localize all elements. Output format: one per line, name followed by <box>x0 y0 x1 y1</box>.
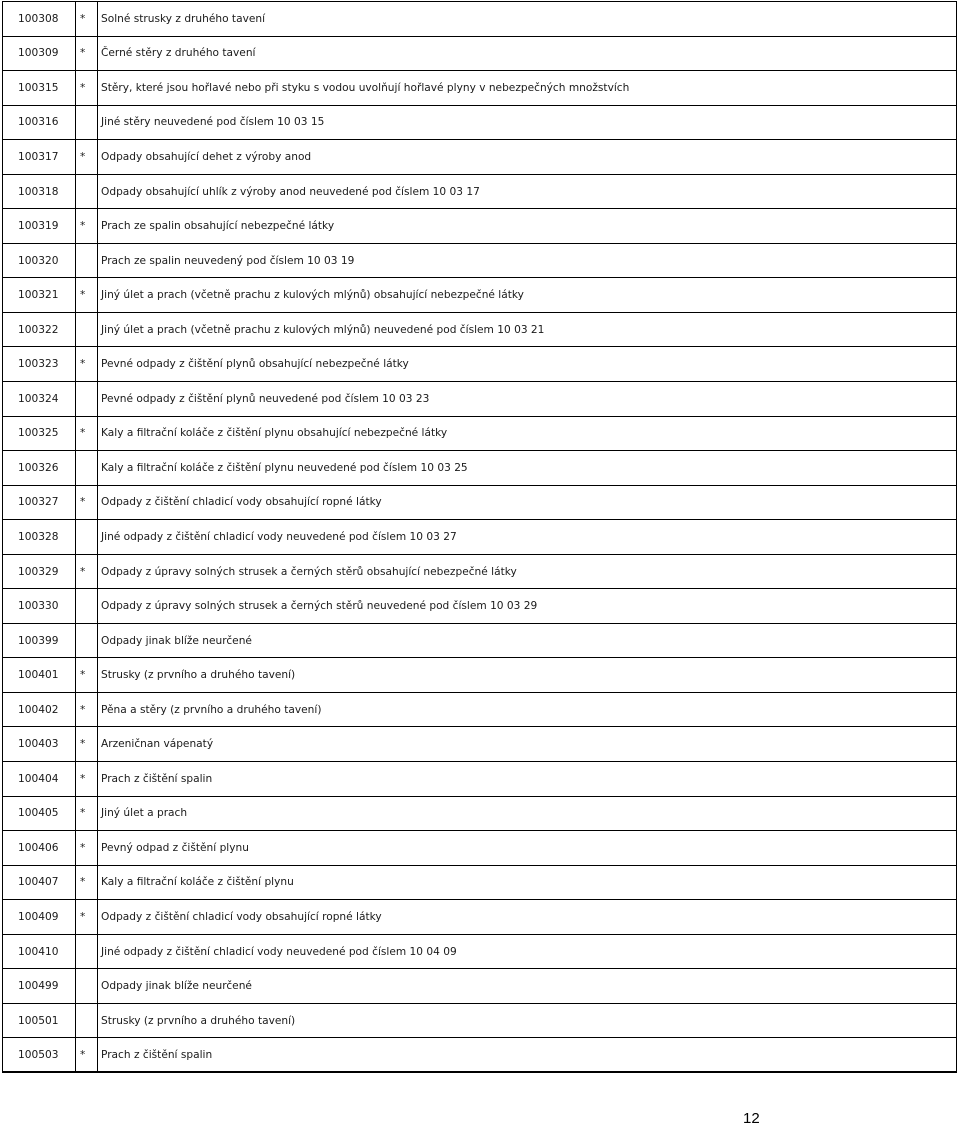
hazardous-flag-cell: * <box>76 36 98 71</box>
waste-code-cell: 100327 <box>3 485 76 520</box>
table-row <box>3 174 957 209</box>
hazardous-flag-cell: * <box>76 554 98 589</box>
table-row <box>3 71 957 106</box>
hazardous-flag-cell <box>76 520 98 555</box>
waste-description-cell: Pevný odpad z čištění plynu <box>98 831 957 866</box>
waste-description-cell: Stěry, které jsou hořlavé nebo při styku s vodou uvolňují hořlavé plyny v nebezpečných množstvích <box>98 71 957 106</box>
waste-code-cell: 100326 <box>3 451 76 486</box>
waste-code-cell: 100402 <box>3 692 76 727</box>
waste-code-cell: 100403 <box>3 727 76 762</box>
table-row <box>3 1038 957 1073</box>
table-row <box>3 727 957 762</box>
waste-description-cell: Odpady z čištění chladicí vody obsahující ropné látky <box>98 485 957 520</box>
hazardous-flag-cell <box>76 382 98 417</box>
waste-code-cell: 100406 <box>3 831 76 866</box>
hazardous-flag-cell: * <box>76 416 98 451</box>
waste-description-cell: Prach z čištění spalin <box>98 1038 957 1073</box>
waste-description-cell: Pevné odpady z čištění plynů neuvedené pod číslem 10 03 23 <box>98 382 957 417</box>
hazardous-flag-cell <box>76 451 98 486</box>
waste-description-cell: Odpady obsahující dehet z výroby anod <box>98 140 957 175</box>
hazardous-flag-cell: * <box>76 658 98 693</box>
hazardous-flag-cell: * <box>76 485 98 520</box>
table-row <box>3 2 957 37</box>
waste-code-cell: 100325 <box>3 416 76 451</box>
hazardous-flag-cell: * <box>76 762 98 797</box>
table-row <box>3 900 957 935</box>
waste-description-cell: Odpady z úpravy solných strusek a černých stěrů neuvedené pod číslem 10 03 29 <box>98 589 957 624</box>
table-row <box>3 623 957 658</box>
waste-code-cell: 100410 <box>3 934 76 969</box>
hazardous-flag-cell <box>76 623 98 658</box>
table-row <box>3 209 957 244</box>
hazardous-flag-cell: * <box>76 209 98 244</box>
waste-code-cell: 100319 <box>3 209 76 244</box>
waste-description-cell: Jiné stěry neuvedené pod číslem 10 03 15 <box>98 105 957 140</box>
waste-description-cell: Odpady z úpravy solných strusek a černých stěrů obsahující nebezpečné látky <box>98 554 957 589</box>
hazardous-flag-cell <box>76 1003 98 1038</box>
waste-description-cell: Prach ze spalin obsahující nebezpečné látky <box>98 209 957 244</box>
waste-code-cell: 100309 <box>3 36 76 71</box>
hazardous-flag-cell: * <box>76 278 98 313</box>
waste-description-cell: Kaly a filtrační koláče z čištění plynu obsahující nebezpečné látky <box>98 416 957 451</box>
table-row <box>3 140 957 175</box>
waste-code-cell: 100405 <box>3 796 76 831</box>
table-row <box>3 658 957 693</box>
waste-description-cell: Strusky (z prvního a druhého tavení) <box>98 1003 957 1038</box>
hazardous-flag-cell: * <box>76 865 98 900</box>
waste-description-cell: Černé stěry z druhého tavení <box>98 36 957 71</box>
table-row <box>3 520 957 555</box>
hazardous-flag-cell: * <box>76 796 98 831</box>
waste-description-cell: Arzeničnan vápenatý <box>98 727 957 762</box>
table-row <box>3 796 957 831</box>
table-row <box>3 278 957 313</box>
table-row <box>3 347 957 382</box>
table-row <box>3 692 957 727</box>
table-row <box>3 1003 957 1038</box>
hazardous-flag-cell: * <box>76 347 98 382</box>
hazardous-flag-cell: * <box>76 831 98 866</box>
hazardous-flag-cell <box>76 589 98 624</box>
waste-code-cell: 100409 <box>3 900 76 935</box>
table-row <box>3 554 957 589</box>
waste-code-cell: 100318 <box>3 174 76 209</box>
waste-description-cell: Solné strusky z druhého tavení <box>98 2 957 37</box>
waste-code-cell: 100320 <box>3 243 76 278</box>
waste-description-cell: Odpady z čištění chladicí vody obsahující ropné látky <box>98 900 957 935</box>
waste-code-cell: 100322 <box>3 312 76 347</box>
table-row <box>3 36 957 71</box>
waste-code-cell: 100308 <box>3 2 76 37</box>
waste-code-cell: 100323 <box>3 347 76 382</box>
waste-description-cell: Kaly a filtrační koláče z čištění plynu <box>98 865 957 900</box>
waste-code-cell: 100315 <box>3 71 76 106</box>
table-row <box>3 451 957 486</box>
waste-code-cell: 100401 <box>3 658 76 693</box>
table-row <box>3 312 957 347</box>
waste-code-cell: 100316 <box>3 105 76 140</box>
hazardous-flag-cell: * <box>76 727 98 762</box>
table-row <box>3 934 957 969</box>
table-row <box>3 382 957 417</box>
waste-description-cell: Odpady jinak blíže neurčené <box>98 623 957 658</box>
waste-code-cell: 100404 <box>3 762 76 797</box>
waste-catalogue-table <box>2 1 957 1073</box>
waste-code-cell: 100328 <box>3 520 76 555</box>
hazardous-flag-cell <box>76 969 98 1004</box>
waste-description-cell: Jiný úlet a prach <box>98 796 957 831</box>
hazardous-flag-cell: * <box>76 900 98 935</box>
waste-description-cell: Odpady obsahující uhlík z výroby anod neuvedené pod číslem 10 03 17 <box>98 174 957 209</box>
hazardous-flag-cell: * <box>76 2 98 37</box>
table-row <box>3 105 957 140</box>
table-row <box>3 831 957 866</box>
waste-description-cell: Jiný úlet a prach (včetně prachu z kulových mlýnů) obsahující nebezpečné látky <box>98 278 957 313</box>
hazardous-flag-cell: * <box>76 692 98 727</box>
hazardous-flag-cell <box>76 934 98 969</box>
waste-description-cell: Jiný úlet a prach (včetně prachu z kulových mlýnů) neuvedené pod číslem 10 03 21 <box>98 312 957 347</box>
page-number: 12 <box>743 1110 760 1127</box>
hazardous-flag-cell <box>76 174 98 209</box>
waste-code-cell: 100324 <box>3 382 76 417</box>
waste-description-cell: Odpady jinak blíže neurčené <box>98 969 957 1004</box>
waste-code-cell: 100330 <box>3 589 76 624</box>
hazardous-flag-cell <box>76 105 98 140</box>
table-row <box>3 589 957 624</box>
waste-description-cell: Prach z čištění spalin <box>98 762 957 797</box>
waste-description-cell: Pěna a stěry (z prvního a druhého tavení) <box>98 692 957 727</box>
waste-description-cell: Strusky (z prvního a druhého tavení) <box>98 658 957 693</box>
waste-code-cell: 100321 <box>3 278 76 313</box>
waste-description-cell: Kaly a filtrační koláče z čištění plynu neuvedené pod číslem 10 03 25 <box>98 451 957 486</box>
waste-code-cell: 100501 <box>3 1003 76 1038</box>
waste-code-cell: 100329 <box>3 554 76 589</box>
hazardous-flag-cell: * <box>76 71 98 106</box>
table-row <box>3 865 957 900</box>
table-row <box>3 762 957 797</box>
waste-code-cell: 100499 <box>3 969 76 1004</box>
table-row <box>3 969 957 1004</box>
waste-description-cell: Jiné odpady z čištění chladicí vody neuvedené pod číslem 10 04 09 <box>98 934 957 969</box>
waste-code-cell: 100317 <box>3 140 76 175</box>
hazardous-flag-cell <box>76 243 98 278</box>
hazardous-flag-cell: * <box>76 140 98 175</box>
waste-description-cell: Jiné odpady z čištění chladicí vody neuvedené pod číslem 10 03 27 <box>98 520 957 555</box>
hazardous-flag-cell <box>76 312 98 347</box>
table-row <box>3 243 957 278</box>
hazardous-flag-cell: * <box>76 1038 98 1073</box>
waste-description-cell: Pevné odpady z čištění plynů obsahující nebezpečné látky <box>98 347 957 382</box>
waste-description-cell: Prach ze spalin neuvedený pod číslem 10 03 19 <box>98 243 957 278</box>
table-row <box>3 485 957 520</box>
waste-code-cell: 100407 <box>3 865 76 900</box>
table-body <box>3 2 957 1073</box>
waste-code-cell: 100399 <box>3 623 76 658</box>
waste-code-cell: 100503 <box>3 1038 76 1073</box>
table-row <box>3 416 957 451</box>
